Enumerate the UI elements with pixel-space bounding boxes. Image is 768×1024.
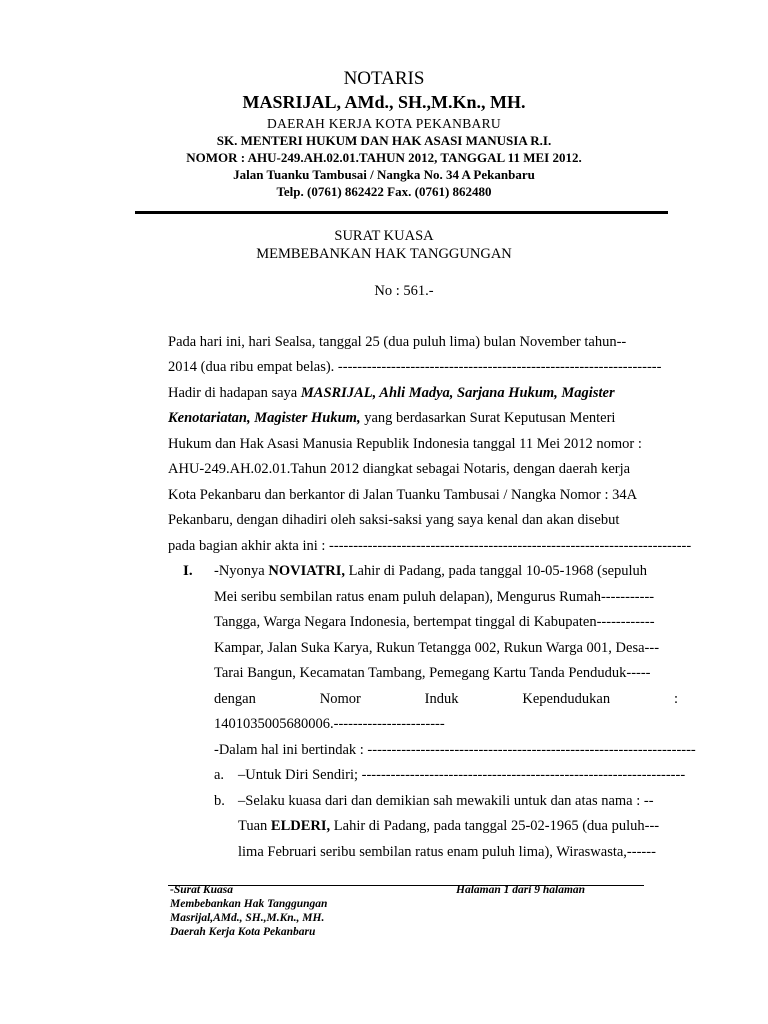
sub-item-b-text: –Selaku kuasa dari dan demikian sah mewakili untuk dan atas nama : --: [238, 793, 654, 809]
body-text: Hadir di hadapan saya: [168, 385, 301, 401]
word: dengan: [214, 691, 256, 707]
notary-name: MASRIJAL, AMd., SH.,M.Kn., MH.: [242, 92, 526, 112]
notary-phone: Telp. (0761) 862422 Fax. (0761) 862480: [276, 184, 492, 199]
doc-number: No : 561.-: [374, 283, 434, 299]
footer-line-4: Daerah Kerja Kota Pekanbaru: [170, 926, 316, 938]
word: :: [673, 691, 678, 707]
body-line-6: AHU-249.AH.02.01.Tahun 2012 diangkat sebagai Notaris, dengan daerah kerja: [168, 461, 631, 477]
footer-line-1: -Surat Kuasa: [170, 884, 233, 896]
item-line-5: Tarai Bangun, Kecamatan Tambang, Pemegang Kartu Tanda Penduduk-----: [214, 665, 651, 681]
body-line-2: 2014 (dua ribu empat belas). -------------------------------------------------------------------: [168, 359, 662, 375]
body-text: Lahir di Padang, pada tanggal 10-05-1968 (sepuluh: [345, 563, 648, 579]
word: Nomor: [319, 691, 361, 707]
notary-nomor: NOMOR : AHU-249.AH.02.01.TAHUN 2012, TANGGAL 11 MEI 2012.: [186, 150, 582, 165]
notary-title: NOTARIS: [343, 68, 425, 89]
notary-region: DAERAH KERJA KOTA PEKANBARU: [267, 116, 501, 131]
sub-item-b-line-3: lima Februari seribu sembilan ratus enam puluh lima), Wiraswasta,------: [238, 844, 656, 860]
word: Kependudukan: [522, 691, 611, 707]
footer-line-3: Masrijal,AMd., SH.,M.Kn., MH.: [170, 912, 325, 924]
body-line-3: [168, 385, 615, 402]
item-line-2: Mei seribu sembilan ratus enam puluh delapan), Mengurus Rumah-----------: [214, 589, 655, 605]
footer-line-2: Membebankan Hak Tanggungan: [170, 898, 328, 910]
item-line-1: [214, 563, 647, 580]
party-name: NOVIATRI,: [268, 563, 346, 579]
body-text: Tuan: [238, 818, 271, 834]
notary-titles-emph: MASRIJAL, Ahli Madya, Sarjana Hukum, Magister: [300, 385, 615, 401]
body-line-4: [168, 410, 615, 427]
body-text: yang berdasarkan Surat Keputusan Menteri: [360, 410, 616, 426]
item-line-4: Kampar, Jalan Suka Karya, Rukun Tetangga 002, Rukun Warga 001, Desa---: [214, 640, 660, 656]
body-line-8: Pekanbaru, dengan dihadiri oleh saksi-saksi yang saya kenal dan akan disebut: [168, 512, 620, 528]
item-line-7: 1401035005680006.-----------------------: [214, 716, 445, 732]
item-line-8: -Dalam hal ini bertindak : --------------------------------------------------------------------: [214, 742, 696, 758]
body-text: -Nyonya: [214, 563, 269, 579]
doc-title-2: MEMBEBANKAN HAK TANGGUNGAN: [256, 246, 512, 262]
sub-item-b-label: b.: [214, 793, 225, 809]
footer-page-number: Halaman 1 dari 9 halaman: [456, 884, 586, 896]
word: Induk: [424, 691, 459, 707]
notary-sk: SK. MENTERI HUKUM DAN HAK ASASI MANUSIA R.I.: [216, 133, 552, 148]
roman-numeral-1: I.: [183, 563, 193, 579]
body-line-9: pada bagian akhir akta ini : ---------------------------------------------------------------------------: [168, 538, 692, 554]
notary-titles-emph-2: Kenotariatan, Magister Hukum,: [168, 410, 361, 426]
item-line-6: [214, 691, 678, 708]
body-line-1: Pada hari ini, hari Sealsa, tanggal 25 (dua puluh lima) bulan November tahun--: [168, 334, 627, 350]
body-line-5: Hukum dan Hak Asasi Manusia Republik Indonesia tanggal 11 Mei 2012 nomor :: [168, 436, 642, 452]
body-text: Lahir di Padang, pada tanggal 25-02-1965 (dua puluh---: [330, 818, 660, 834]
header-divider: [135, 211, 668, 214]
party-name: ELDERI,: [270, 818, 331, 834]
notary-address: Jalan Tuanku Tambusai / Nangka No. 34 A Pekanbaru: [233, 167, 535, 182]
doc-title-1: SURAT KUASA: [334, 228, 434, 244]
body-line-7: Kota Pekanbaru dan berkantor di Jalan Tuanku Tambusai / Nangka Nomor : 34A: [168, 487, 638, 503]
sub-item-a-label: a.: [214, 767, 225, 783]
sub-item-b-line-2: [238, 818, 659, 835]
sub-item-a-text: –Untuk Diri Sendiri; -------------------------------------------------------------------: [238, 767, 686, 783]
item-line-3: Tangga, Warga Negara Indonesia, bertempat tinggal di Kabupaten------------: [214, 614, 655, 630]
